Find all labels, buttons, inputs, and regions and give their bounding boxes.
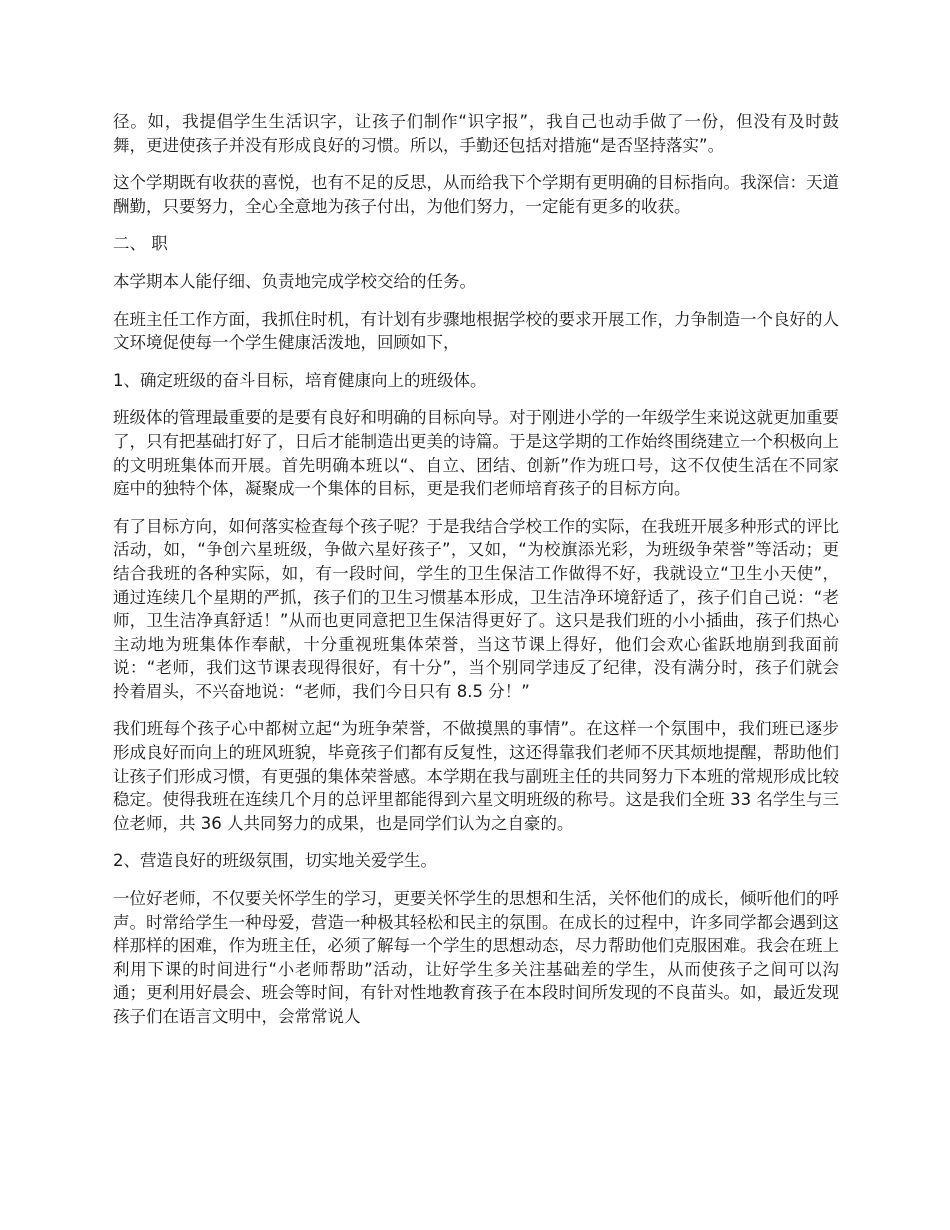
subheading-1: 1、确定班级的奋斗目标，培育健康向上的班级体。 xyxy=(113,370,487,390)
paragraph-8: 有了目标方向，如何落实检查每个孩子呢？于是我结合学校工作的实际，在我班开展多种形式的评比活动，如，“争创六星班级，争做六星好孩子”，又如，“为校旗添光彩，为班级争荣誉”等活动；更结合我班的各种实际，如，有一段时间，学生的卫生保洁工作做得不好，我就设立“卫生小天使”，通过连续几个星期的严抓，孩子们的卫生习惯基本形成，卫生洁净环境舒适了，孩子们自己说：“老师，卫生洁净真舒适！”从而也更同意把卫生保洁得更好了。这只是我们班的小小插曲，孩子们热心主动地为班集体作奉献，十分重视班集体荣誉，当这节课上得好，他们会欢心雀跃地崩到我面前说：“老师，我们这节课表现得很好，有十分”，当个别同学违反了纪律，没有满分时，孩子们就会拎着眉头，不兴奋地说：“老师，我们今日只有 8.5 分！” xyxy=(113,516,839,701)
paragraph-11: 一位好老师，不仅要关怀学生的学习，更要关怀学生的思想和生活，关怀他们的成长，倾听他们的呼声。时常给学生一种母爱，营造一种极其轻松和民主的氛围。在成长的过程中，许多同学都会遇到这样那样的困难，作为班主任，必须了解每一个学生的思想动态，尽力帮助他们克服困难。我会在班上利用下课的时间进行“小老师帮助”活动，让好学生多关注基础差的学生，从而使孩子之间可以沟通；更利用好晨会、班会等时间，有针对性地教育孩子在本段时间所发现的不良苗头。如，最近发现孩子们在语言文明中，会常常说人 xyxy=(113,889,839,1026)
subheading-2: 2、营造良好的班级氛围，切实地关爱学生。 xyxy=(113,851,437,871)
paragraph-7: 班级体的管理最重要的是要有良好和明确的目标向导。对于刚进小学的一年级学生来说这就更加重要了，只有把基础打好了，日后才能制造出更美的诗篇。于是这学期的工作始终围绕建立一个积极向上的文明班集体而开展。首先明确本班以“、自立、团结、创新”作为班口号，这不仅使生活在不同家庭中的独特个体，凝聚成一个集体的目标，更是我们老师培育孩子的目标方向。 xyxy=(113,408,839,499)
paragraph-4: 本学期本人能仔细、负责地完成学校交给的任务。 xyxy=(113,271,476,291)
paragraph-1: 径。如，我提倡学生生活识字，让孩子们制作“识字报”，我自己也动手做了一份，但没有及时鼓舞，更进使孩子并没有形成良好的习惯。所以，手勤还包括对措施“是否坚持落实”。 xyxy=(113,112,839,155)
document-page xyxy=(113,110,839,1043)
paragraph-9: 我们班每个孩子心中都树立起“为班争荣誉，不做摸黑的事情”。在这样一个氛围中，我们班已逐步形成良好而向上的班风班貌，毕竟孩子们都有反复性，这还得靠我们老师不厌其烦地提醒，帮助他们让孩子们形成习惯，有更强的集体荣誉感。本学期在我与副班主任的共同努力下本班的常规形成比较稳定。使得我班在连续几个月的总评里都能得到六星文明班级的称号。这是我们全班 33 名学生与三位老师，共 36 人共同努力的成果，也是同学们认为之自豪的。 xyxy=(113,719,839,833)
paragraph-5: 在班主任工作方面，我抓住时机，有计划有步骤地根据学校的要求开展工作，力争制造一个良好的人文环境促使每一个学生健康活泼地，回顾如下， xyxy=(113,309,839,353)
paragraph-2: 这个学期既有收获的喜悦，也有不足的反思，从而给我下个学期有更明确的目标指向。我深信：天道酬勤，只要努力，全心全意地为孩子付出，为他们努力，一定能有更多的收获。 xyxy=(113,173,839,216)
section-heading-duties: 二、 职 xyxy=(113,234,168,254)
